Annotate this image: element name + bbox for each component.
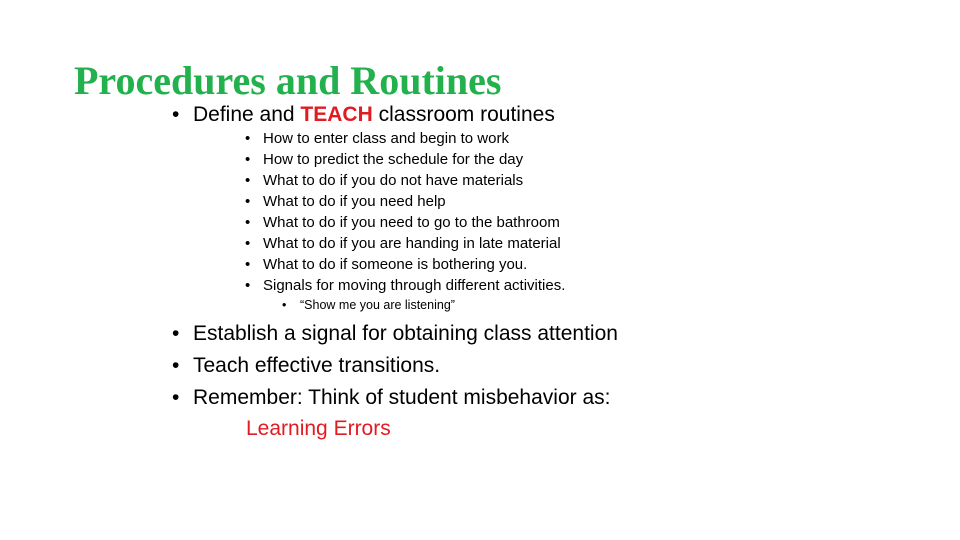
bullet-marker: • (282, 298, 287, 312)
slide-title: Procedures and Routines (74, 58, 502, 103)
bullet-text-after: classroom routines (372, 103, 555, 126)
list-item (245, 128, 565, 149)
bullet-marker: • (245, 172, 251, 189)
bullet-marker: • (245, 214, 251, 231)
list-item (245, 191, 565, 212)
list-item (245, 149, 565, 170)
list-item (172, 318, 618, 350)
emphasis-teach: TEACH (300, 103, 373, 126)
main-bullet-list (172, 318, 618, 414)
list-item-text: Remember: Think of student misbehavior as: (193, 386, 611, 409)
bullet-marker: • (172, 103, 180, 126)
list-item (245, 254, 565, 275)
list-item (245, 170, 565, 191)
list-item-text: What to do if you do not have materials (263, 172, 524, 189)
bullet-marker: • (245, 130, 251, 147)
bullet-marker: • (172, 386, 180, 409)
bullet-marker: • (245, 277, 251, 294)
list-item-text: Teach effective transitions. (193, 354, 441, 377)
list-item-text: What to do if you need help (263, 193, 446, 210)
bullet-marker: • (172, 354, 180, 377)
list-item-text: What to do if someone is bothering you. (263, 256, 528, 273)
bullet-marker: • (245, 151, 251, 168)
list-item-text: How to enter class and begin to work (263, 130, 509, 147)
learning-errors-phrase: Learning Errors (246, 417, 391, 440)
list-item-text: Signals for moving through different activities. (263, 277, 566, 294)
routine-sub-list (245, 128, 565, 296)
list-item (172, 350, 618, 382)
bullet-marker: • (172, 322, 180, 345)
bullet-marker: • (245, 235, 251, 252)
signal-example-text: “Show me you are listening” (300, 298, 455, 312)
bullet-marker: • (245, 193, 251, 210)
list-item-text: What to do if you are handing in late material (263, 235, 561, 252)
bullet-define-teach (172, 101, 555, 129)
list-item (172, 382, 618, 414)
list-item-text: Establish a signal for obtaining class attention (193, 322, 618, 345)
list-item (245, 212, 565, 233)
list-item (245, 233, 565, 254)
bullet-marker: • (245, 256, 251, 273)
list-item-text: How to predict the schedule for the day (263, 151, 524, 168)
list-item (245, 275, 565, 296)
list-item-text: What to do if you need to go to the bathroom (263, 214, 560, 231)
signal-example (282, 296, 455, 314)
bullet-text-before: Define and (193, 103, 301, 126)
